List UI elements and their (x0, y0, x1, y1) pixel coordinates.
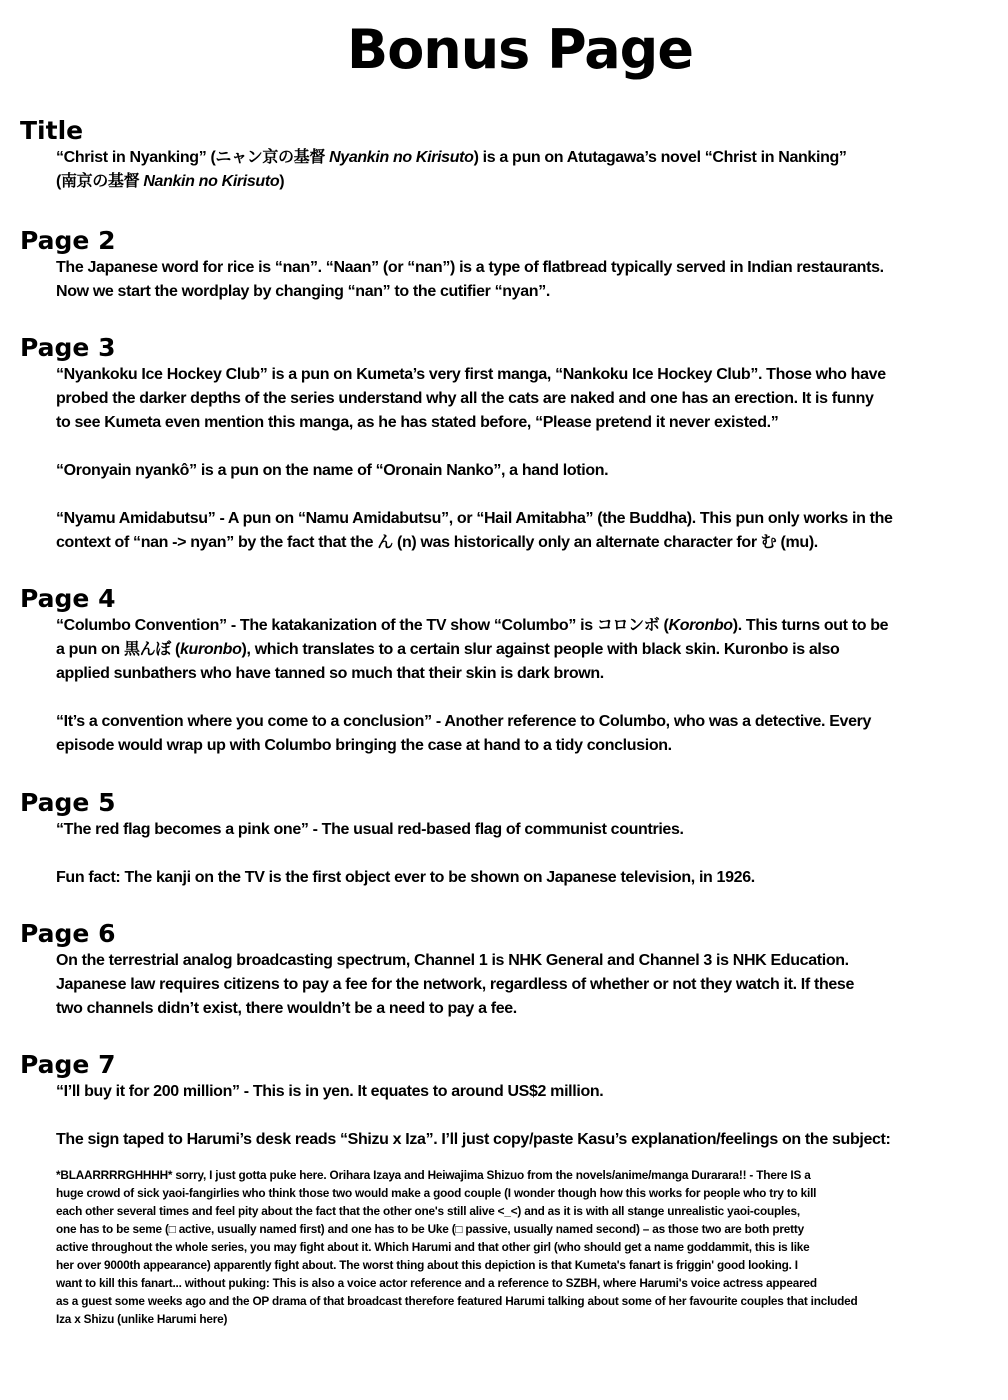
section-heading: Page 4 (20, 584, 116, 613)
paragraph: context of “nan -> nyan” by the fact that the ん (n) was historically only an alternate character for む (mu). (56, 534, 818, 551)
section-body (56, 1080, 990, 1152)
text-run: “Columbo Convention” - The katakanization of the TV show “Columbo” is コロンボ ( (56, 617, 669, 634)
paragraph: Japanese law requires citizens to pay a fee for the network, regardless of whether or not they watch it. If these (56, 976, 855, 993)
section-heading: Page 6 (20, 919, 116, 948)
text-run: ), which translates to a certain slur against people with black skin. Kuronbo is also (241, 641, 840, 658)
note-line: want to kill this fanart... without puking: This is also a voice actor reference and a reference to SZBH, where Harumi's voice actress appeared (56, 1276, 817, 1290)
text-run: ). This turns out to be (732, 617, 889, 634)
italic-term: Nankin no Kirisuto (143, 173, 280, 190)
paragraph: “Nyamu Amidabutsu” - A pun on “Namu Amidabutsu”, or “Hail Amitabha” (the Buddha). This pun only works in the (56, 510, 893, 527)
section-heading: Page 7 (20, 1050, 116, 1079)
section-body (56, 949, 990, 1021)
paragraph: “Oronyain nyankô” is a pun on the name of “Oronain Nanko”, a hand lotion. (56, 462, 609, 479)
paragraph: The Japanese word for rice is “nan”. “Naan” (or “nan”) is a type of flatbread typically served in Indian restaurants. (56, 259, 884, 276)
paragraph: “It’s a convention where you come to a conclusion” - Another reference to Columbo, who was a detective. Every (56, 713, 872, 730)
italic-term: kuronbo (179, 641, 242, 658)
section-body (56, 363, 990, 555)
note-line: as a guest some weeks ago and the OP drama of that broadcast therefore featured Harumi talking about some of her favourite couples that included (56, 1294, 858, 1308)
section-body (56, 614, 990, 758)
text-run: ) is a pun on Atutagawa’s novel “Christ in Nanking” (473, 149, 847, 166)
paragraph: probed the darker depths of the series understand why all the cats are naked and one has an erection. It is funny (56, 390, 874, 407)
paragraph: Fun fact: The kanji on the TV is the first object ever to be shown on Japanese television, in 1926. (56, 869, 755, 886)
section-body (56, 818, 990, 890)
text-run: (南京の基督 (56, 173, 144, 190)
paragraph: applied sunbathers who have tanned so much that their skin is dark brown. (56, 665, 604, 682)
paragraph: Now we start the wordplay by changing “nan” to the cutifier “nyan”. (56, 283, 550, 300)
note-line: active throughout the whole series, you may fight about it. Which Harumi and that other girl (who should get a name goddammit, this is like (56, 1240, 810, 1254)
section-heading: Title (20, 116, 84, 145)
paragraph: “I’ll buy it for 200 million” - This is in yen. It equates to around US$2 million. (56, 1083, 604, 1100)
note-line: one has to be seme (□ active, usually named first) and one has to be Uke (□ passive, usually named second) – as those two are both pretty (56, 1222, 804, 1236)
section-title (20, 116, 990, 194)
section-heading: Page 5 (20, 788, 116, 817)
paragraph: two channels didn’t exist, there wouldn’t be a need to pay a fee. (56, 1000, 517, 1017)
paragraph (56, 146, 990, 170)
paragraph: “Nyankoku Ice Hockey Club” is a pun on Kumeta’s very first manga, “Nankoku Ice Hockey Club”. Those who have (56, 366, 886, 383)
text-run: a pun on 黒んぼ ( (56, 641, 180, 658)
italic-term: Nyankin no Kirisuto (329, 149, 474, 166)
text-run: “Christ in Nyanking” (ニャン京の基督 (56, 149, 330, 166)
paragraph (56, 170, 990, 194)
section-heading: Page 2 (20, 226, 116, 255)
paragraph: episode would wrap up with Columbo bringing the case at hand to a tidy conclusion. (56, 737, 672, 754)
section-body (56, 146, 990, 194)
note-line: *BLAARRRRGHHHH* sorry, I just gotta puke here. Orihara Izaya and Heiwajima Shizuo from the novels/anime/manga Durarara!! - There IS a (56, 1168, 811, 1182)
section-heading: Page 3 (20, 333, 116, 362)
italic-term: Koronbo (668, 617, 733, 634)
paragraph (56, 614, 990, 638)
section-page-6 (20, 919, 990, 1021)
paragraph (56, 638, 990, 662)
section-body (56, 256, 990, 304)
note-line: each other several times and feel pity about the fact that the other one's still alive <_<) and as it is with all stange unrealistic yaoi-couples, (56, 1204, 800, 1218)
note-line: her over 9000th appearance) apparently fight about. The worst thing about this depiction is that Kumeta's fanart is friggin' good looking. I (56, 1258, 798, 1272)
note-line: huge crowd of sick yaoi-fangirlies who think those two would make a good couple (I wonder though how this works for people who try to kill (56, 1186, 817, 1200)
paragraph: On the terrestrial analog broadcasting spectrum, Channel 1 is NHK General and Channel 3 is NHK Education. (56, 952, 849, 969)
page-title: Bonus Page (347, 18, 693, 81)
section-page-3 (20, 333, 990, 555)
section-page-4 (20, 584, 990, 758)
section-page-7 (20, 1050, 990, 1328)
note-line: Iza x Shizu (unlike Harumi here) (56, 1312, 228, 1326)
section-page-5 (20, 788, 990, 890)
text-run: ) (279, 173, 285, 190)
section-page-2 (20, 226, 990, 304)
paragraph: “The red flag becomes a pink one” - The usual red-based flag of communist countries. (56, 821, 684, 838)
kasu-note (56, 1166, 990, 1328)
paragraph: The sign taped to Harumi’s desk reads “Shizu x Iza”. I’ll just copy/paste Kasu’s explanation/feelings on the subject: (56, 1131, 891, 1148)
paragraph: to see Kumeta even mention this manga, as he has stated before, “Please pretend it never existed.” (56, 414, 779, 431)
